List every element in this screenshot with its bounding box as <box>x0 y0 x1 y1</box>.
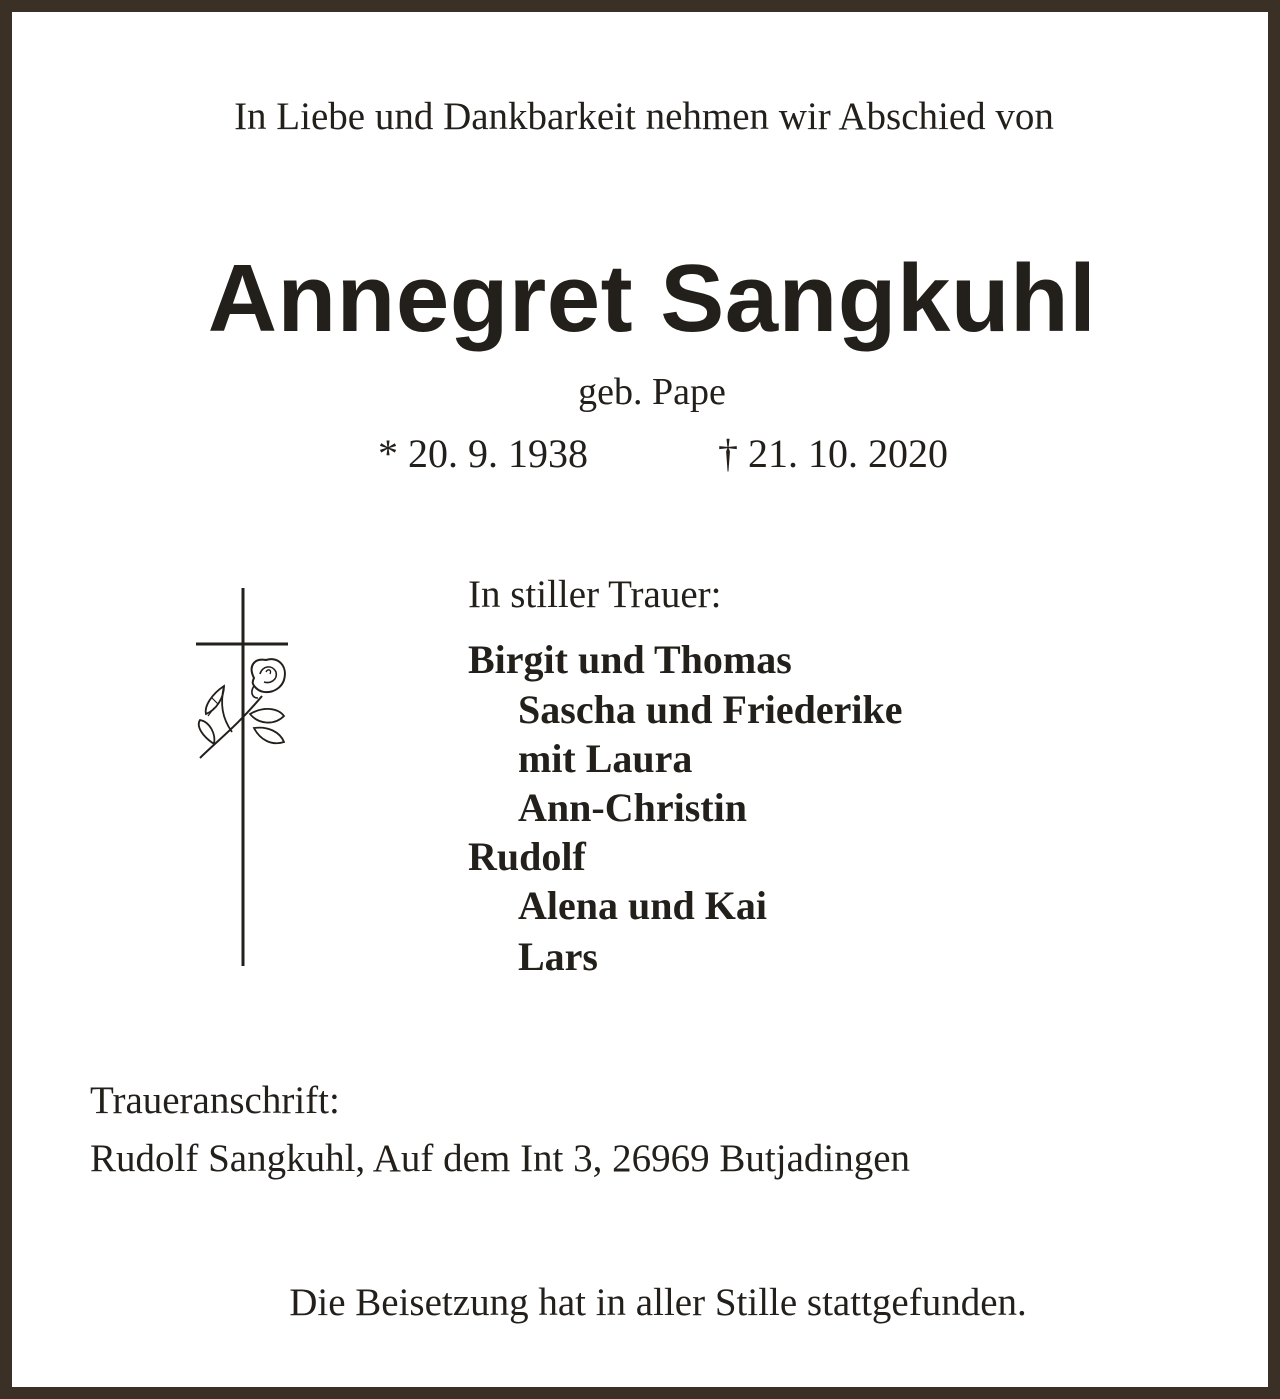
mourner-line: Lars <box>518 934 598 979</box>
mourner-line: mit Laura <box>518 736 693 781</box>
address-text: Rudolf Sangkuhl, Auf dem Int 3, 26969 Butjadingen <box>90 1137 911 1180</box>
deceased-name: Annegret Sangkuhl <box>207 245 1097 352</box>
mourner-line: Rudolf <box>468 834 586 879</box>
mourner-line: Ann-Christin <box>518 785 747 830</box>
cross-with-rose-icon <box>192 586 292 968</box>
mourner-line: Birgit und Thomas <box>468 637 792 682</box>
death-date: † 21. 10. 2020 <box>718 431 948 476</box>
maiden-name: geb. Pape <box>578 371 726 413</box>
mourners-label: In stiller Trauer: <box>468 573 722 616</box>
mourner-line: Sascha und Friederike <box>518 687 903 732</box>
mourner-line: Alena und Kai <box>518 883 767 928</box>
birth-date: * 20. 9. 1938 <box>378 431 588 476</box>
intro-text: In Liebe und Dankbarkeit nehmen wir Abschied von <box>234 95 1054 138</box>
address-label: Traueranschrift: <box>90 1079 340 1122</box>
closing-text: Die Beisetzung hat in aller Stille stattgefunden. <box>289 1281 1027 1324</box>
